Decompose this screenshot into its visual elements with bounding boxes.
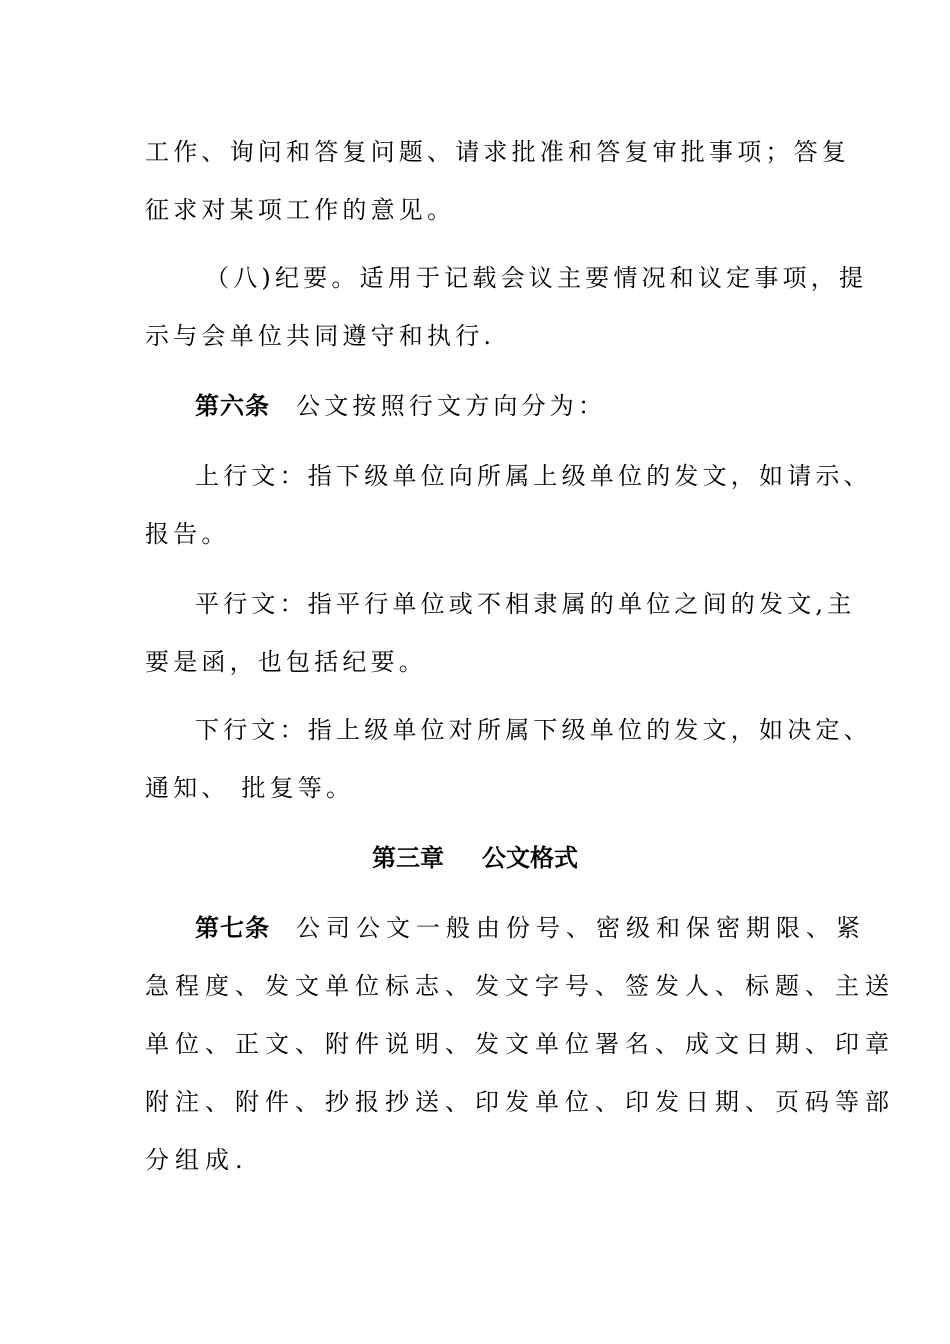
article-6-text: 公文按照行文方向分为： (296, 392, 607, 420)
chapter-number: 第三章 (372, 844, 444, 872)
chapter-heading (0, 838, 950, 878)
paragraph-line: 下行文：指上级单位对所属下级单位的发文，如决定、 (195, 716, 872, 744)
paragraph-line: 通知、 批复等。 (145, 774, 355, 802)
paragraph-line: 单位、正文、附件说明、发文单位署名、成文日期、印章 (145, 1030, 895, 1058)
paragraph-line: （八)纪要。适用于记载会议主要情况和议定事项，提 (205, 264, 868, 292)
article-7-text: 公司公文一般由份号、密级和保密期限、紧 (296, 914, 866, 942)
paragraph-line: 征求对某项工作的意见。 (145, 196, 456, 224)
paragraph-line: 急程度、发文单位标志、发文字号、签发人、标题、主送 (145, 972, 895, 1000)
paragraph-line: 平行文：指平行单位或不相隶属的单位之间的发文,主 (195, 590, 856, 618)
paragraph-line: 上行文：指下级单位向所属上级单位的发文，如请示、 (195, 462, 872, 490)
paragraph-line: 分组成. (145, 1146, 249, 1174)
paragraph-line: 工作、询问和答复问题、请求批准和答复审批事项；答复 (145, 138, 850, 166)
paragraph-line: 附注、附件、抄报抄送、印发单位、印发日期、页码等部 (145, 1088, 895, 1116)
article-6-label: 第六条 (195, 392, 270, 420)
article-7-label: 第七条 (195, 914, 270, 942)
paragraph-line: 示与会单位共同遵守和执行. (145, 322, 496, 350)
paragraph-line: 要是函，也包括纪要。 (145, 648, 427, 676)
article-7-line (195, 908, 866, 948)
chapter-title: 公文格式 (482, 844, 578, 872)
paragraph-line: 报告。 (145, 520, 230, 548)
article-6-line (195, 386, 835, 426)
